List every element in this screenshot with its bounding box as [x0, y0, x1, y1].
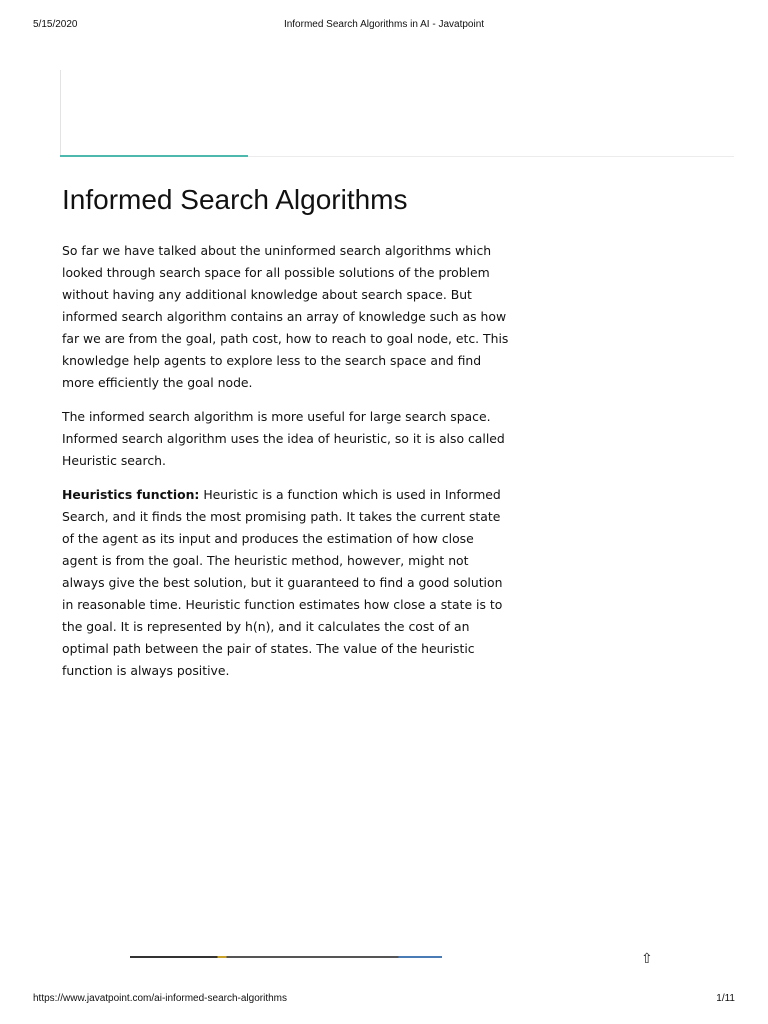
article-title: Informed Search Algorithms	[62, 184, 408, 215]
article-body	[62, 180, 512, 694]
frame-left-line	[60, 70, 61, 156]
paragraph-intro: So far we have talked about the uninformed search algorithms which looked through search space for all possible solutions of the problem without having any additional knowledge about search space. But informed search algorithm contains an array of knowledge such as how far we are from the goal, path cost, how to reach to goal node, etc. This knowledge help agents to explore less to the search space and find more efficiently the goal node.	[62, 243, 509, 390]
print-footer-url: https://www.javatpoint.com/ai-informed-search-algorithms	[33, 993, 287, 1004]
heuristics-text: Heuristic is a function which is used in Informed Search, and it finds the most promising path. It takes the current state of the agent as its input and produces the estimation of how close agent is from the goal. The heuristic method, however, might not always give the best solution, but it guaranteed to find a good solution in reasonable time. Heuristic function estimates how close a state is to the goal. It is represented by h(n), and it calculates the cost of an optimal path between the pair of states. The value of the heuristic function is always positive.	[62, 487, 503, 678]
paragraph-usefulness: The informed search algorithm is more useful for large search space. Informed search algorithm uses the idea of heuristic, so it is also called Heuristic search.	[62, 409, 505, 468]
print-header-date: 5/15/2020	[33, 19, 78, 30]
frame-accent-bar	[60, 155, 248, 157]
footer-decorative-bar	[130, 956, 442, 958]
arrow-up-icon[interactable]: ⇧	[641, 951, 653, 967]
print-footer-page: 1/11	[716, 993, 735, 1004]
paragraph-heuristics	[62, 484, 512, 682]
print-header-title: Informed Search Algorithms in AI - Javatpoint	[283, 19, 485, 30]
heuristics-label: Heuristics function:	[62, 487, 200, 502]
